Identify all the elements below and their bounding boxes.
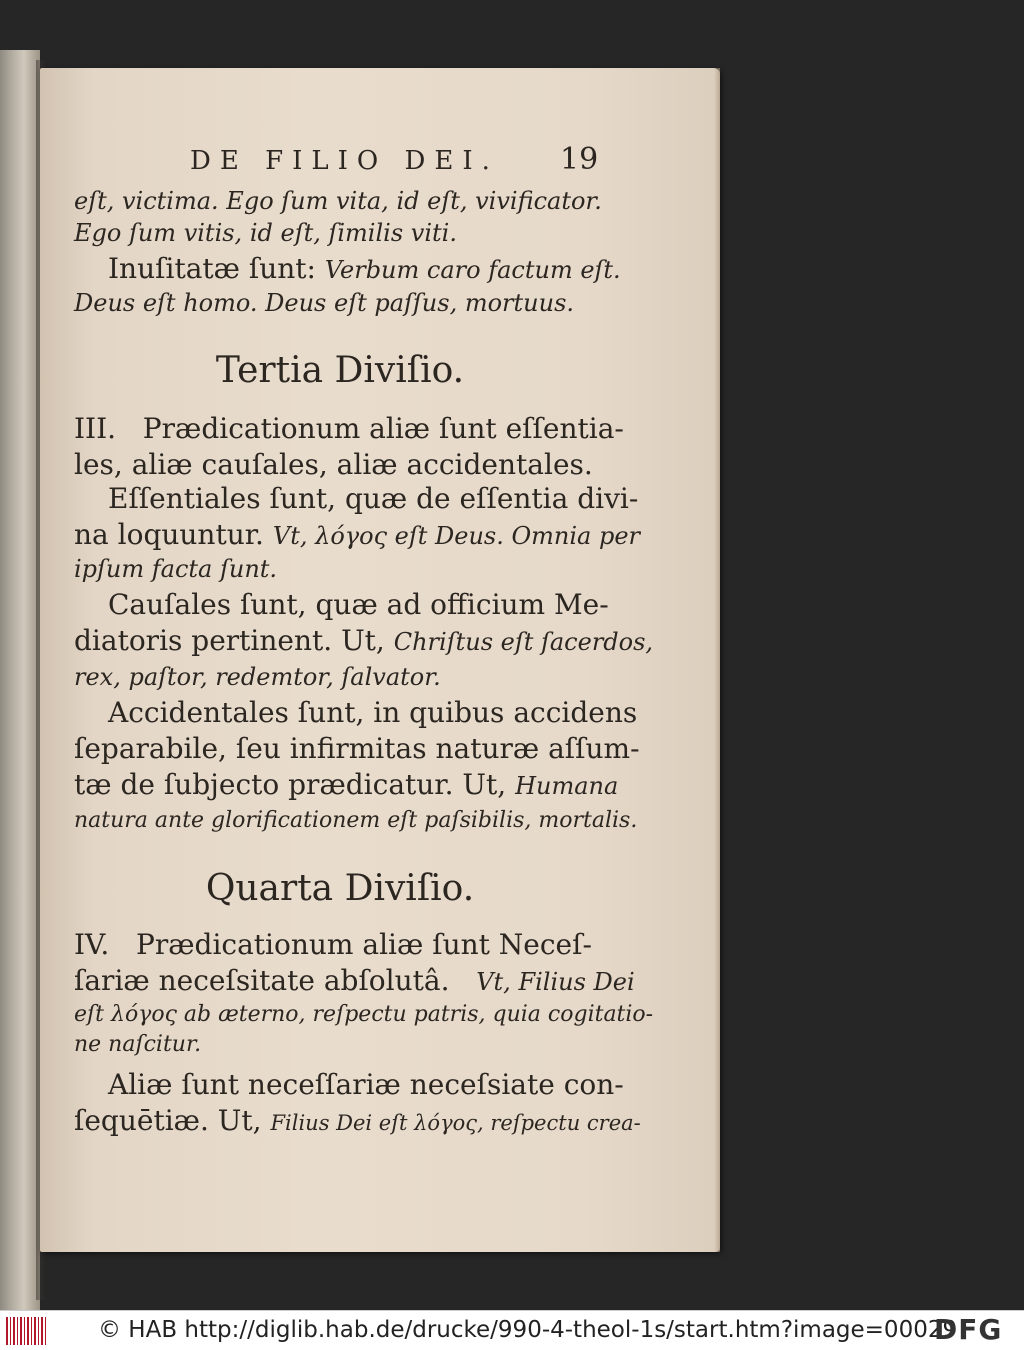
text-line: Ego ſum vitis, id eſt, ſimilis viti. bbox=[74, 219, 457, 247]
text-span-italic: Vt, λόγος eſt Deus. Omnia per bbox=[272, 522, 641, 550]
text-span: Inuſitatæ ſunt: bbox=[108, 252, 316, 285]
section-number: III. bbox=[74, 412, 117, 445]
text-line bbox=[74, 252, 674, 287]
text-line bbox=[74, 412, 640, 446]
text-span: Prædicationum aliæ ſunt eſſentia- bbox=[142, 412, 624, 445]
text-line bbox=[74, 1104, 640, 1140]
text-span: ſequētiæ. Ut, bbox=[74, 1104, 262, 1137]
text-line bbox=[74, 624, 654, 659]
text-line bbox=[74, 964, 640, 999]
text-line: eſt λόγος ab æterno, reſpectu patris, quia cogitatio- bbox=[74, 1002, 654, 1027]
text-span: na loquuntur. bbox=[74, 518, 264, 551]
text-span-italic: Chriſtus eſt ſacerdos, bbox=[393, 628, 654, 656]
page-number: 19 bbox=[560, 142, 599, 177]
book-page bbox=[40, 68, 720, 1252]
text-line: ſeparabile, ſeu infirmitas naturæ aſſum- bbox=[74, 732, 640, 765]
text-span-italic: Filius Dei eſt λόγος, reſpectu crea- bbox=[270, 1111, 641, 1135]
text-line bbox=[74, 768, 640, 803]
text-line: Eſſentiales ſunt, quæ de eſſentia divi- bbox=[108, 482, 639, 515]
text-span-italic: Humana bbox=[515, 772, 619, 800]
text-line: eſt, victima. Ego ſum vita, id eſt, vivificator. bbox=[74, 187, 602, 215]
section-number: IV. bbox=[74, 928, 110, 961]
text-line: Aliæ ſunt neceſſariæ neceſsiate con- bbox=[108, 1068, 624, 1101]
text-line: rex, paſtor, redemtor, ſalvator. bbox=[74, 663, 441, 691]
text-line: Accidentales ſunt, in quibus accidens bbox=[108, 696, 638, 729]
text-line: Cauſales ſunt, quæ ad officium Me- bbox=[108, 588, 609, 621]
text-span: diatoris pertinent. Ut, bbox=[74, 624, 385, 657]
previous-page-edge bbox=[0, 50, 40, 1310]
viewer-footer bbox=[0, 1310, 1024, 1350]
text-span: tæ de ſubjecto prædicatur. Ut, bbox=[74, 768, 507, 801]
text-line bbox=[74, 518, 640, 553]
text-line: les, aliæ cauſales, aliæ accidentales. bbox=[74, 448, 593, 481]
text-span: ſariæ neceſsitate abſolutâ. bbox=[74, 964, 450, 997]
barcode-icon bbox=[6, 1317, 46, 1345]
section-heading: Quarta Diviſio. bbox=[205, 868, 475, 909]
text-span: Prædicationum aliæ ſunt Neceſ- bbox=[136, 928, 592, 961]
text-line bbox=[74, 928, 640, 962]
section-heading: Tertia Diviſio. bbox=[215, 350, 465, 391]
copyright-link[interactable]: © HAB http://diglib.hab.de/drucke/990-4-theol-1s/start.htm?image=00029 bbox=[98, 1317, 958, 1343]
text-line: ne naſcitur. bbox=[74, 1032, 202, 1057]
text-line: ipſum facta ſunt. bbox=[74, 555, 278, 583]
text-span-italic: Verbum caro factum eſt. bbox=[324, 256, 621, 284]
dfg-logo: DFG bbox=[934, 1313, 1003, 1346]
text-span-italic: Vt, Filius Dei bbox=[476, 968, 635, 996]
running-title: DE FILIO DEI. bbox=[190, 146, 499, 176]
text-line: natura ante glorificationem eſt paſsibilis, mortalis. bbox=[74, 808, 638, 833]
text-line: Deus eſt homo. Deus eſt paſſus, mortuus. bbox=[74, 289, 575, 317]
